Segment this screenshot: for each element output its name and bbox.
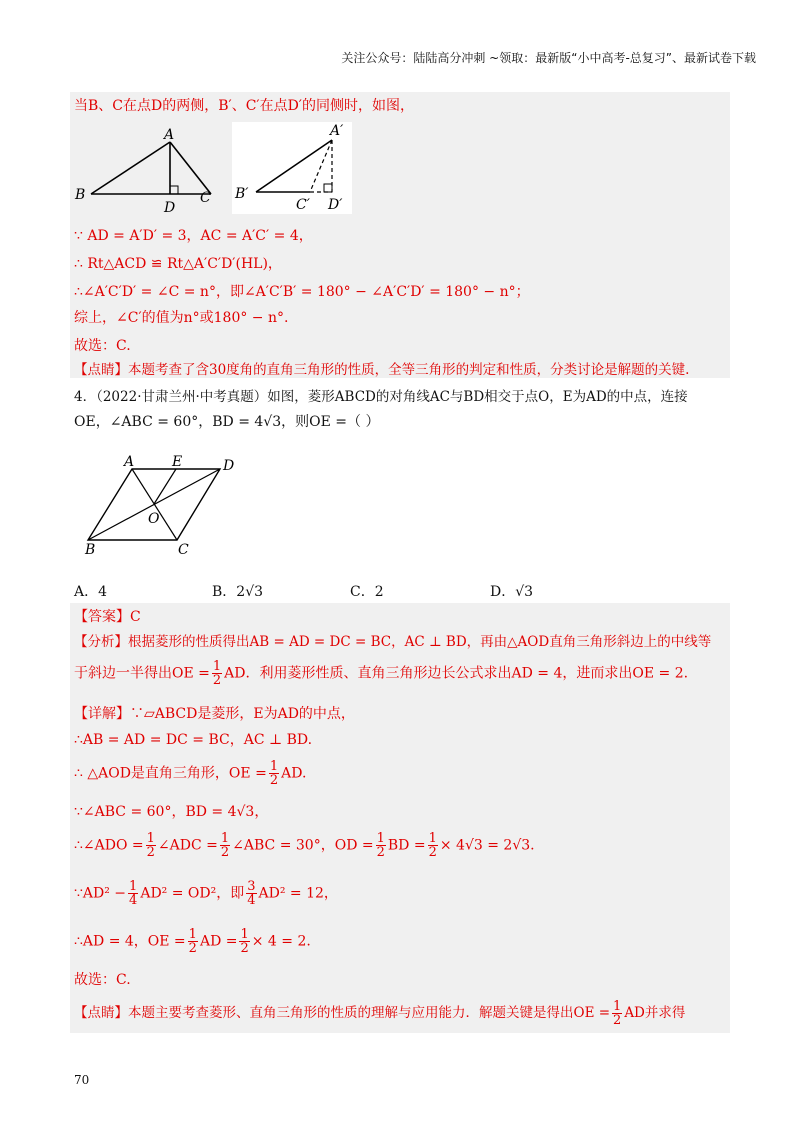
page-header: 关注公众号：陆陆高分冲刺 ~领取：最新版“小中高考-总复习”、最新试卷下载 [341, 51, 756, 65]
fraction-num: 1 [188, 927, 197, 942]
detail-line-3 [74, 760, 734, 787]
detail-3-text-b: AD. [281, 765, 307, 782]
fraction-half [612, 1000, 622, 1027]
fraction-den: 2 [212, 673, 222, 688]
fraction-num: 1 [269, 759, 279, 774]
fraction-half [220, 832, 230, 859]
analysis-text-b: AD．利用菱形性质、直角三角形边长公式求出AD = 4，进而求出OE = 2. [224, 665, 689, 682]
fraction-den: 2 [428, 845, 437, 860]
analysis-text-a: 于斜边一半得出OE = [74, 665, 210, 682]
detail-5-text-c: ∠ABC = 30°，OD = [232, 837, 374, 854]
detail-5-text-a: ∴∠ADO = [74, 837, 144, 854]
label-D: D [164, 200, 176, 214]
detail-5-text-b: ∠ADC = [157, 837, 218, 854]
detail-6-text-a: ∵AD² − [74, 885, 127, 902]
detail-5-text-d: BD = [387, 837, 426, 854]
fraction-half [428, 832, 438, 859]
question-line-1: 4．（2022·甘肃兰州·中考真题）如图，菱形ABCD的对角线AC与BD相交于点O，E为AD的中点，连接 [74, 389, 688, 405]
fraction-quarter [128, 880, 138, 907]
fraction-half [212, 660, 222, 687]
rhombus-label-A: A [124, 454, 135, 470]
fraction-den: 2 [188, 941, 197, 956]
fraction-num: 1 [129, 879, 138, 894]
detail-line-2: ∴AB = AD = DC = BC，AC ⊥ BD. [74, 732, 313, 748]
detail-line-6 [74, 880, 734, 907]
detail-6-text-b: AD² = OD²，即 [140, 885, 245, 902]
final-comment-tail: AD并求得 [624, 1005, 686, 1021]
detail-line-7 [74, 928, 734, 955]
detail-line-5 [74, 832, 734, 859]
final-comment [74, 1000, 734, 1027]
step-4: 综上，∠C′的值为n°或180° − n°. [74, 310, 289, 326]
rhombus-label-D: D [223, 458, 235, 474]
final-comment-text: 【点睛】本题主要考查菱形、直角三角形的性质的理解与应用能力．解题关键是得出OE = [74, 1005, 611, 1021]
prev-answer: 故选：C. [74, 338, 131, 354]
step-2: ∴ Rt△ACD ≌ Rt△A′C′D′(HL)， [74, 256, 282, 272]
detail-line-1: 【详解】∵▱ABCD是菱形，E为AD的中点， [74, 706, 355, 722]
fraction-den: 2 [376, 845, 385, 860]
fraction-den: 2 [269, 773, 279, 788]
rhombus-label-B: B [85, 542, 96, 558]
final-answer: 故选：C. [74, 972, 131, 988]
fraction-num: 1 [240, 927, 249, 942]
label-C: C [200, 190, 211, 206]
fraction-den: 2 [613, 1013, 622, 1028]
option-a: A．4 [74, 584, 108, 600]
fraction-three-quarters [246, 880, 256, 907]
detail-7-text-b: AD = [199, 933, 238, 950]
analysis-line-2 [74, 660, 734, 687]
step-1: ∵ AD = A′D′ = 3，AC = A′C′ = 4， [74, 228, 313, 244]
fraction-den: 4 [129, 893, 138, 908]
analysis-line-1: 【分析】根据菱形的性质得出AB = AD = DC = BC，AC ⊥ BD，再由△AOD直角三角形斜边上的中线等 [74, 634, 712, 650]
detail-line-4: ∵∠ABC = 60°，BD = 4√3， [74, 804, 269, 820]
rhombus-label-E: E [172, 454, 183, 470]
detail-7-text-c: × 4 = 2. [251, 933, 311, 950]
triangle-figure-1 [74, 126, 224, 214]
rhombus-label-C: C [178, 542, 189, 558]
fraction-num: 3 [247, 879, 256, 894]
fraction-den: 2 [146, 845, 155, 860]
step-3: ∴∠A′C′D′ = ∠C = n°，即∠A′C′B′ = 180° − ∠A′C′D′ = 180° − n°； [74, 284, 530, 300]
triangle-figure-2 [232, 122, 352, 214]
case-line: 当B、C在点D的两侧，B′、C′在点D′的同侧时，如图， [74, 98, 414, 114]
detail-3-text-a: ∴ △AOD是直角三角形，OE = [74, 765, 267, 782]
option-d: D．√3 [490, 584, 534, 600]
answer-label: 【答案】C [74, 609, 141, 625]
question-line-2: OE，∠ABC = 60°，BD = 4√3，则OE =（ ） [74, 414, 380, 430]
label-B: B [75, 187, 86, 203]
fraction-num: 1 [376, 831, 385, 846]
fraction-half [269, 760, 279, 787]
fraction-den: 4 [247, 893, 256, 908]
fraction-half [376, 832, 386, 859]
detail-6-text-c: AD² = 12， [258, 885, 338, 902]
page-number: 70 [74, 1073, 90, 1087]
rhombus-figure [80, 452, 250, 562]
fraction-num: 1 [428, 831, 437, 846]
fraction-num: 1 [212, 659, 222, 674]
prev-comment: 【点睛】本题考查了含30度角的直角三角形的性质，全等三角形的判定和性质，分类讨论是解题的关键. [74, 362, 690, 378]
option-c: C．2 [350, 584, 384, 600]
detail-7-text-a: ∴AD = 4，OE = [74, 933, 186, 950]
option-b: B．2√3 [212, 584, 264, 600]
label-C-prime: C′ [296, 197, 310, 213]
fraction-num: 1 [613, 999, 622, 1014]
rhombus-label-O: O [148, 511, 160, 527]
detail-5-text-e: × 4√3 = 2√3. [439, 837, 535, 854]
label-A-prime: A′ [330, 123, 344, 139]
fraction-num: 1 [220, 831, 230, 846]
fraction-den: 2 [240, 941, 249, 956]
label-D-prime: D′ [328, 197, 343, 213]
fraction-den: 2 [220, 845, 230, 860]
fraction-half [239, 928, 249, 955]
fraction-half [146, 832, 156, 859]
fraction-half [188, 928, 198, 955]
fraction-num: 1 [146, 831, 155, 846]
label-A: A [164, 127, 175, 143]
label-B-prime: B′ [235, 186, 249, 202]
